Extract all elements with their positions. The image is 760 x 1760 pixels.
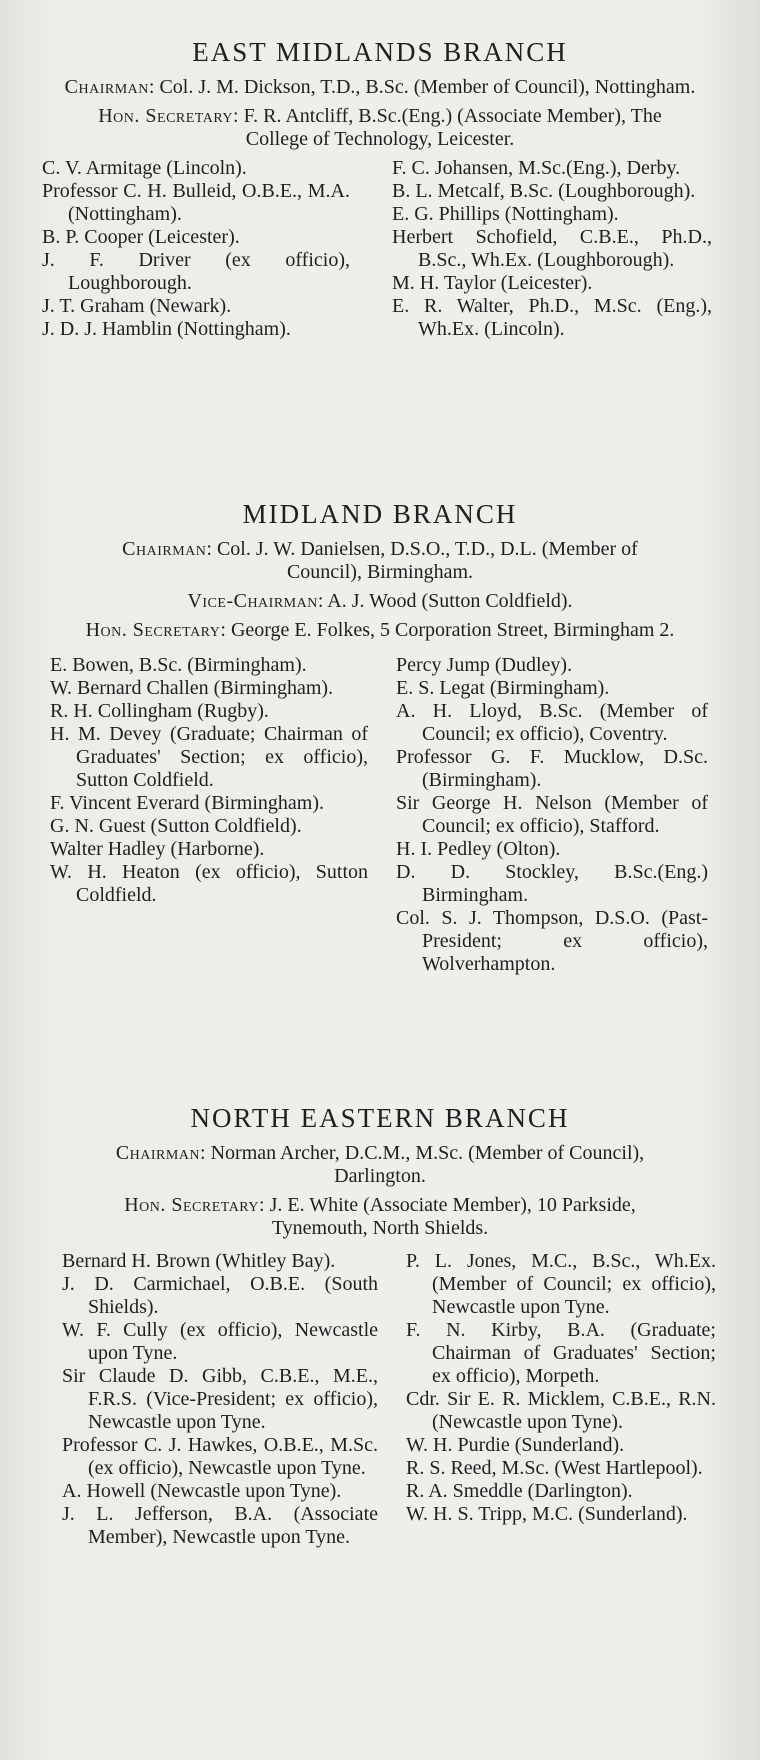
member-entry: Herbert Schofield, C.B.E., Ph.D., B.Sc., Wh.Ex. (Loughborough). <box>392 226 712 271</box>
officer-label: Chairman <box>64 76 149 98</box>
member-entry: R. A. Smeddle (Darlington). <box>406 1480 633 1502</box>
member-entry: M. H. Taylor (Leicester). <box>392 272 593 294</box>
member-entry: E. G. Phillips (Nottingham). <box>392 203 619 225</box>
officer-text: J. E. White (Associate Member), 10 Parkside, Tynemouth, North Shields. <box>269 1194 636 1239</box>
branch-east-midlands <box>0 34 760 340</box>
member-entry: B. P. Cooper (Leicester). <box>42 226 240 248</box>
member-entry: J. L. Jefferson, B.A. (Associate Member), Newcastle upon Tyne. <box>62 1503 378 1548</box>
member-column-right <box>406 1250 716 1526</box>
member-column-left <box>42 157 350 341</box>
officer-label: Vice-Chairman <box>187 590 318 612</box>
member-entry: W. Bernard Challen (Birmingham). <box>50 677 334 699</box>
branch-midland <box>0 496 760 975</box>
officer-label: Chairman <box>122 538 207 560</box>
member-entry: E. R. Walter, Ph.D., M.Sc. (Eng.), Wh.Ex. (Lincoln). <box>392 295 712 340</box>
officer-chairman: Chairman: Col. J. M. Dickson, T.D., B.Sc. (Member of Council), Nottingham. <box>64 76 696 98</box>
member-column-left <box>62 1250 378 1549</box>
officer-text: F. R. Antcliff, B.Sc.(Eng.) (Associate Member), The College of Technology, Leicester. <box>243 105 662 150</box>
member-entry: J. D. Carmichael, O.B.E. (South Shields). <box>62 1273 378 1318</box>
member-entry: G. N. Guest (Sutton Coldfield). <box>50 815 302 837</box>
member-entry: W. H. Purdie (Sunderland). <box>406 1434 625 1456</box>
branch-north-eastern <box>0 1100 760 1548</box>
member-entry: Sir Claude D. Gibb, C.B.E., M.E., F.R.S. (Vice-President; ex officio), Newcastle upon Tyne. <box>62 1365 378 1433</box>
member-entry: J. T. Graham (Newark). <box>42 295 232 317</box>
member-entry: F. C. Johansen, M.Sc.(Eng.), Derby. <box>392 157 681 179</box>
member-column-right <box>392 157 712 341</box>
member-entry: R. S. Reed, M.Sc. (West Hartlepool). <box>406 1457 703 1479</box>
officer-text: Col. J. W. Danielsen, D.S.O., T.D., D.L. (Member of Council), Birmingham. <box>216 538 638 583</box>
member-entry: A. Howell (Newcastle upon Tyne). <box>62 1480 342 1502</box>
member-entry: Professor C. J. Hawkes, O.B.E., M.Sc. (ex officio), Newcastle upon Tyne. <box>62 1434 378 1479</box>
member-entry: Cdr. Sir E. R. Micklem, C.B.E., R.N. (Newcastle upon Tyne). <box>406 1388 716 1433</box>
member-entry: Bernard H. Brown (Whitley Bay). <box>62 1250 336 1272</box>
officer-hon-secretary: Hon. Secretary: F. R. Antcliff, B.Sc.(Eng.) (Associate Member), The College of Technology, Leicester. <box>98 105 662 150</box>
member-entry: R. H. Collingham (Rugby). <box>50 700 269 722</box>
member-entry: A. H. Lloyd, B.Sc. (Member of Council; ex officio), Coventry. <box>396 700 708 745</box>
officer-label: Hon. Secretary <box>98 105 234 127</box>
member-entry: H. I. Pedley (Olton). <box>396 838 561 860</box>
branch-title: MIDLAND BRANCH <box>242 499 518 529</box>
member-entry: E. Bowen, B.Sc. (Birmingham). <box>50 654 307 676</box>
member-entry: F. N. Kirby, B.A. (Graduate; Chairman of Graduates' Section; ex officio), Morpeth. <box>406 1319 716 1387</box>
officer-vice-chairman: Vice-Chairman: A. J. Wood (Sutton Coldfield). <box>187 590 573 612</box>
member-column-right <box>396 654 708 976</box>
member-entry: C. V. Armitage (Lincoln). <box>42 157 247 179</box>
officer-text: George E. Folkes, 5 Corporation Street, Birmingham 2. <box>230 619 675 641</box>
member-column-left <box>50 654 368 907</box>
officer-label: Chairman <box>115 1142 201 1164</box>
member-entry: Professor G. F. Mucklow, D.Sc. (Birmingham). <box>396 746 708 791</box>
member-entry: Col. S. J. Thompson, D.S.O. (Past-President; ex officio), Wolverhampton. <box>396 907 708 975</box>
member-entry: W. H. S. Tripp, M.C. (Sunderland). <box>406 1503 688 1525</box>
officer-text: A. J. Wood (Sutton Coldfield). <box>327 590 573 612</box>
branch-title: EAST MIDLANDS BRANCH <box>192 37 568 67</box>
branch-title: NORTH EASTERN BRANCH <box>190 1103 570 1133</box>
member-entry: Percy Jump (Dudley). <box>396 654 573 676</box>
officer-label: Hon. Secretary <box>85 619 221 641</box>
member-entry: J. F. Driver (ex officio), Loughborough. <box>42 249 350 294</box>
member-entry: Walter Hadley (Harborne). <box>50 838 265 860</box>
officer-text: Col. J. M. Dickson, T.D., B.Sc. (Member of Council), Nottingham. <box>159 76 696 98</box>
officer-label: Hon. Secretary <box>124 1194 259 1216</box>
officer-chairman: Chairman: Col. J. W. Danielsen, D.S.O., T.D., D.L. (Member of Council), Birmingham. <box>122 538 638 583</box>
member-entry: E. S. Legat (Birmingham). <box>396 677 610 699</box>
member-entry: Professor C. H. Bulleid, O.B.E., M.A. (Nottingham). <box>42 180 350 225</box>
member-entry: P. L. Jones, M.C., B.Sc., Wh.Ex. (Member of Council; ex officio), Newcastle upon Tyne. <box>406 1250 716 1318</box>
member-entry: D. D. Stockley, B.Sc.(Eng.) Birmingham. <box>396 861 708 906</box>
member-entry: W. F. Cully (ex officio), Newcastle upon Tyne. <box>62 1319 378 1364</box>
member-entry: F. Vincent Everard (Birmingham). <box>50 792 324 814</box>
member-entry: Sir George H. Nelson (Member of Council; ex officio), Stafford. <box>396 792 708 837</box>
officer-text: Norman Archer, D.C.M., M.Sc. (Member of Council), Darlington. <box>210 1142 645 1187</box>
officer-chairman: Chairman: Norman Archer, D.C.M., M.Sc. (Member of Council), Darlington. <box>115 1142 645 1187</box>
member-entry: W. H. Heaton (ex officio), Sutton Coldfield. <box>50 861 368 906</box>
member-entry: B. L. Metcalf, B.Sc. (Loughborough). <box>392 180 696 202</box>
officer-hon-secretary: Hon. Secretary: J. E. White (Associate Member), 10 Parkside, Tynemouth, North Shields. <box>124 1194 636 1239</box>
member-entry: J. D. J. Hamblin (Nottingham). <box>42 318 291 340</box>
member-entry: H. M. Devey (Graduate; Chairman of Graduates' Section; ex officio), Sutton Coldfield. <box>50 723 368 791</box>
officer-hon-secretary: Hon. Secretary: George E. Folkes, 5 Corporation Street, Birmingham 2. <box>85 619 675 641</box>
